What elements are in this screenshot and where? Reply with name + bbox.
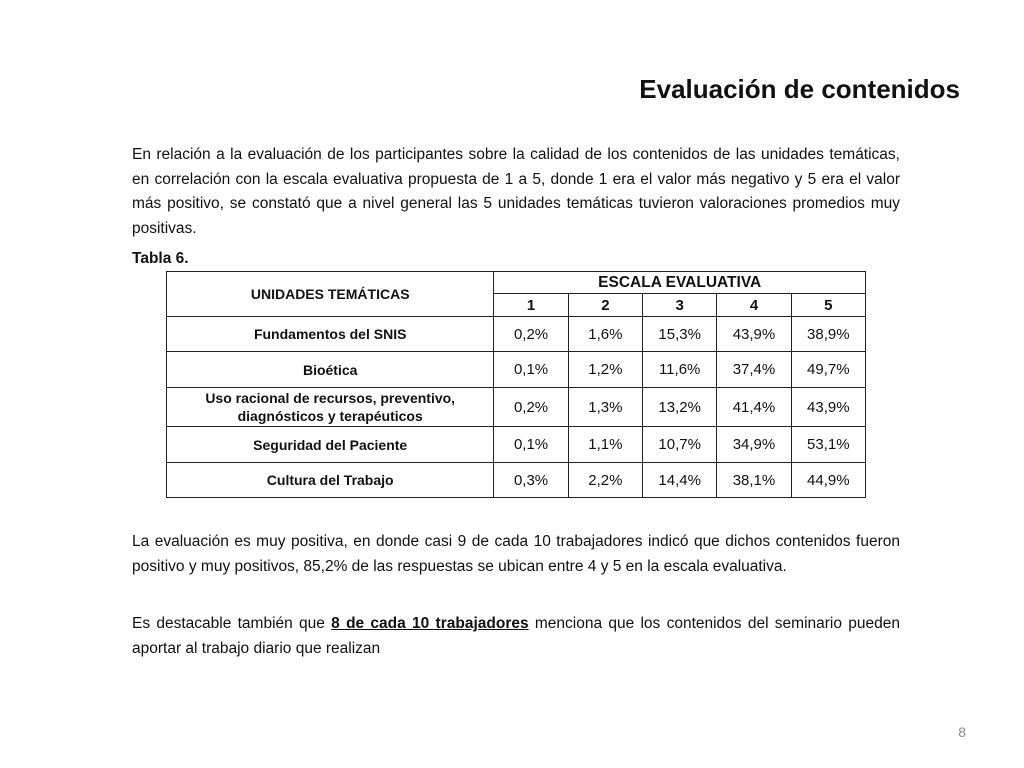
row-unit-name: Bioética <box>167 352 494 388</box>
evaluation-table <box>166 271 866 498</box>
scale-header-4: 4 <box>717 294 791 317</box>
highlight-paragraph <box>132 612 900 661</box>
scale-header-3: 3 <box>643 294 717 317</box>
row-unit-name: Uso racional de recursos, preventivo, diagnósticos y terapéuticos <box>167 388 494 427</box>
row-value: 43,9% <box>791 388 865 427</box>
row-value: 38,9% <box>791 317 865 352</box>
row-value: 1,1% <box>568 427 642 463</box>
scale-header-5: 5 <box>791 294 865 317</box>
scale-header-1: 1 <box>494 294 568 317</box>
highlight-text-before: Es destacable también que <box>132 615 332 632</box>
row-value: 38,1% <box>717 463 791 498</box>
table-row <box>167 317 866 352</box>
row-unit-name: Cultura del Trabajo <box>167 463 494 498</box>
row-value: 15,3% <box>643 317 717 352</box>
highlight-emphasis: 8 de cada 10 trabajadores <box>331 615 529 632</box>
row-value: 1,3% <box>568 388 642 427</box>
row-value: 34,9% <box>717 427 791 463</box>
row-value: 0,1% <box>494 352 568 388</box>
row-value: 0,2% <box>494 388 568 427</box>
slide-title: Evaluación de contenidos <box>639 74 960 104</box>
row-value: 0,1% <box>494 427 568 463</box>
intro-paragraph: En relación a la evaluación de los participantes sobre la calidad de los contenidos de las unidades temáticas, en correlación con la escala evaluativa propuesta de 1 a 5, donde 1 era el valor más negativo y 5 era el valor más positivo, se constató que a nivel general las 5 unidades temáticas tuvieron valoraciones promedios muy positivas. <box>132 146 900 237</box>
row-value: 1,2% <box>568 352 642 388</box>
row-value: 11,6% <box>643 352 717 388</box>
row-value: 2,2% <box>568 463 642 498</box>
row-value: 43,9% <box>717 317 791 352</box>
unit-column-header: UNIDADES TEMÁTICAS <box>167 272 494 317</box>
row-value: 10,7% <box>643 427 717 463</box>
row-value: 14,4% <box>643 463 717 498</box>
row-unit-name: Fundamentos del SNIS <box>167 317 494 352</box>
table-row <box>167 427 866 463</box>
conclusion-paragraph: La evaluación es muy positiva, en donde casi 9 de cada 10 trabajadores indicó que dichos contenidos fueron positivo y muy positivos, 85,2% de las respuestas se ubican entre 4 y 5 en la escala evaluativa. <box>132 533 900 575</box>
row-value: 1,6% <box>568 317 642 352</box>
row-value: 0,3% <box>494 463 568 498</box>
page-number: 8 <box>958 724 966 740</box>
row-value: 37,4% <box>717 352 791 388</box>
row-value: 53,1% <box>791 427 865 463</box>
row-value: 13,2% <box>643 388 717 427</box>
scale-column-header: ESCALA EVALUATIVA <box>494 272 866 294</box>
row-value: 0,2% <box>494 317 568 352</box>
row-unit-name: Seguridad del Paciente <box>167 427 494 463</box>
table-row <box>167 463 866 498</box>
scale-header-2: 2 <box>568 294 642 317</box>
table-row <box>167 388 866 427</box>
row-value: 44,9% <box>791 463 865 498</box>
highlight-text-after: menciona que los contenidos del seminario pueden aportar al trabajo diario que realizan <box>132 615 900 657</box>
row-value: 49,7% <box>791 352 865 388</box>
table-row <box>167 352 866 388</box>
table-caption: Tabla 6. <box>132 250 189 267</box>
row-value: 41,4% <box>717 388 791 427</box>
